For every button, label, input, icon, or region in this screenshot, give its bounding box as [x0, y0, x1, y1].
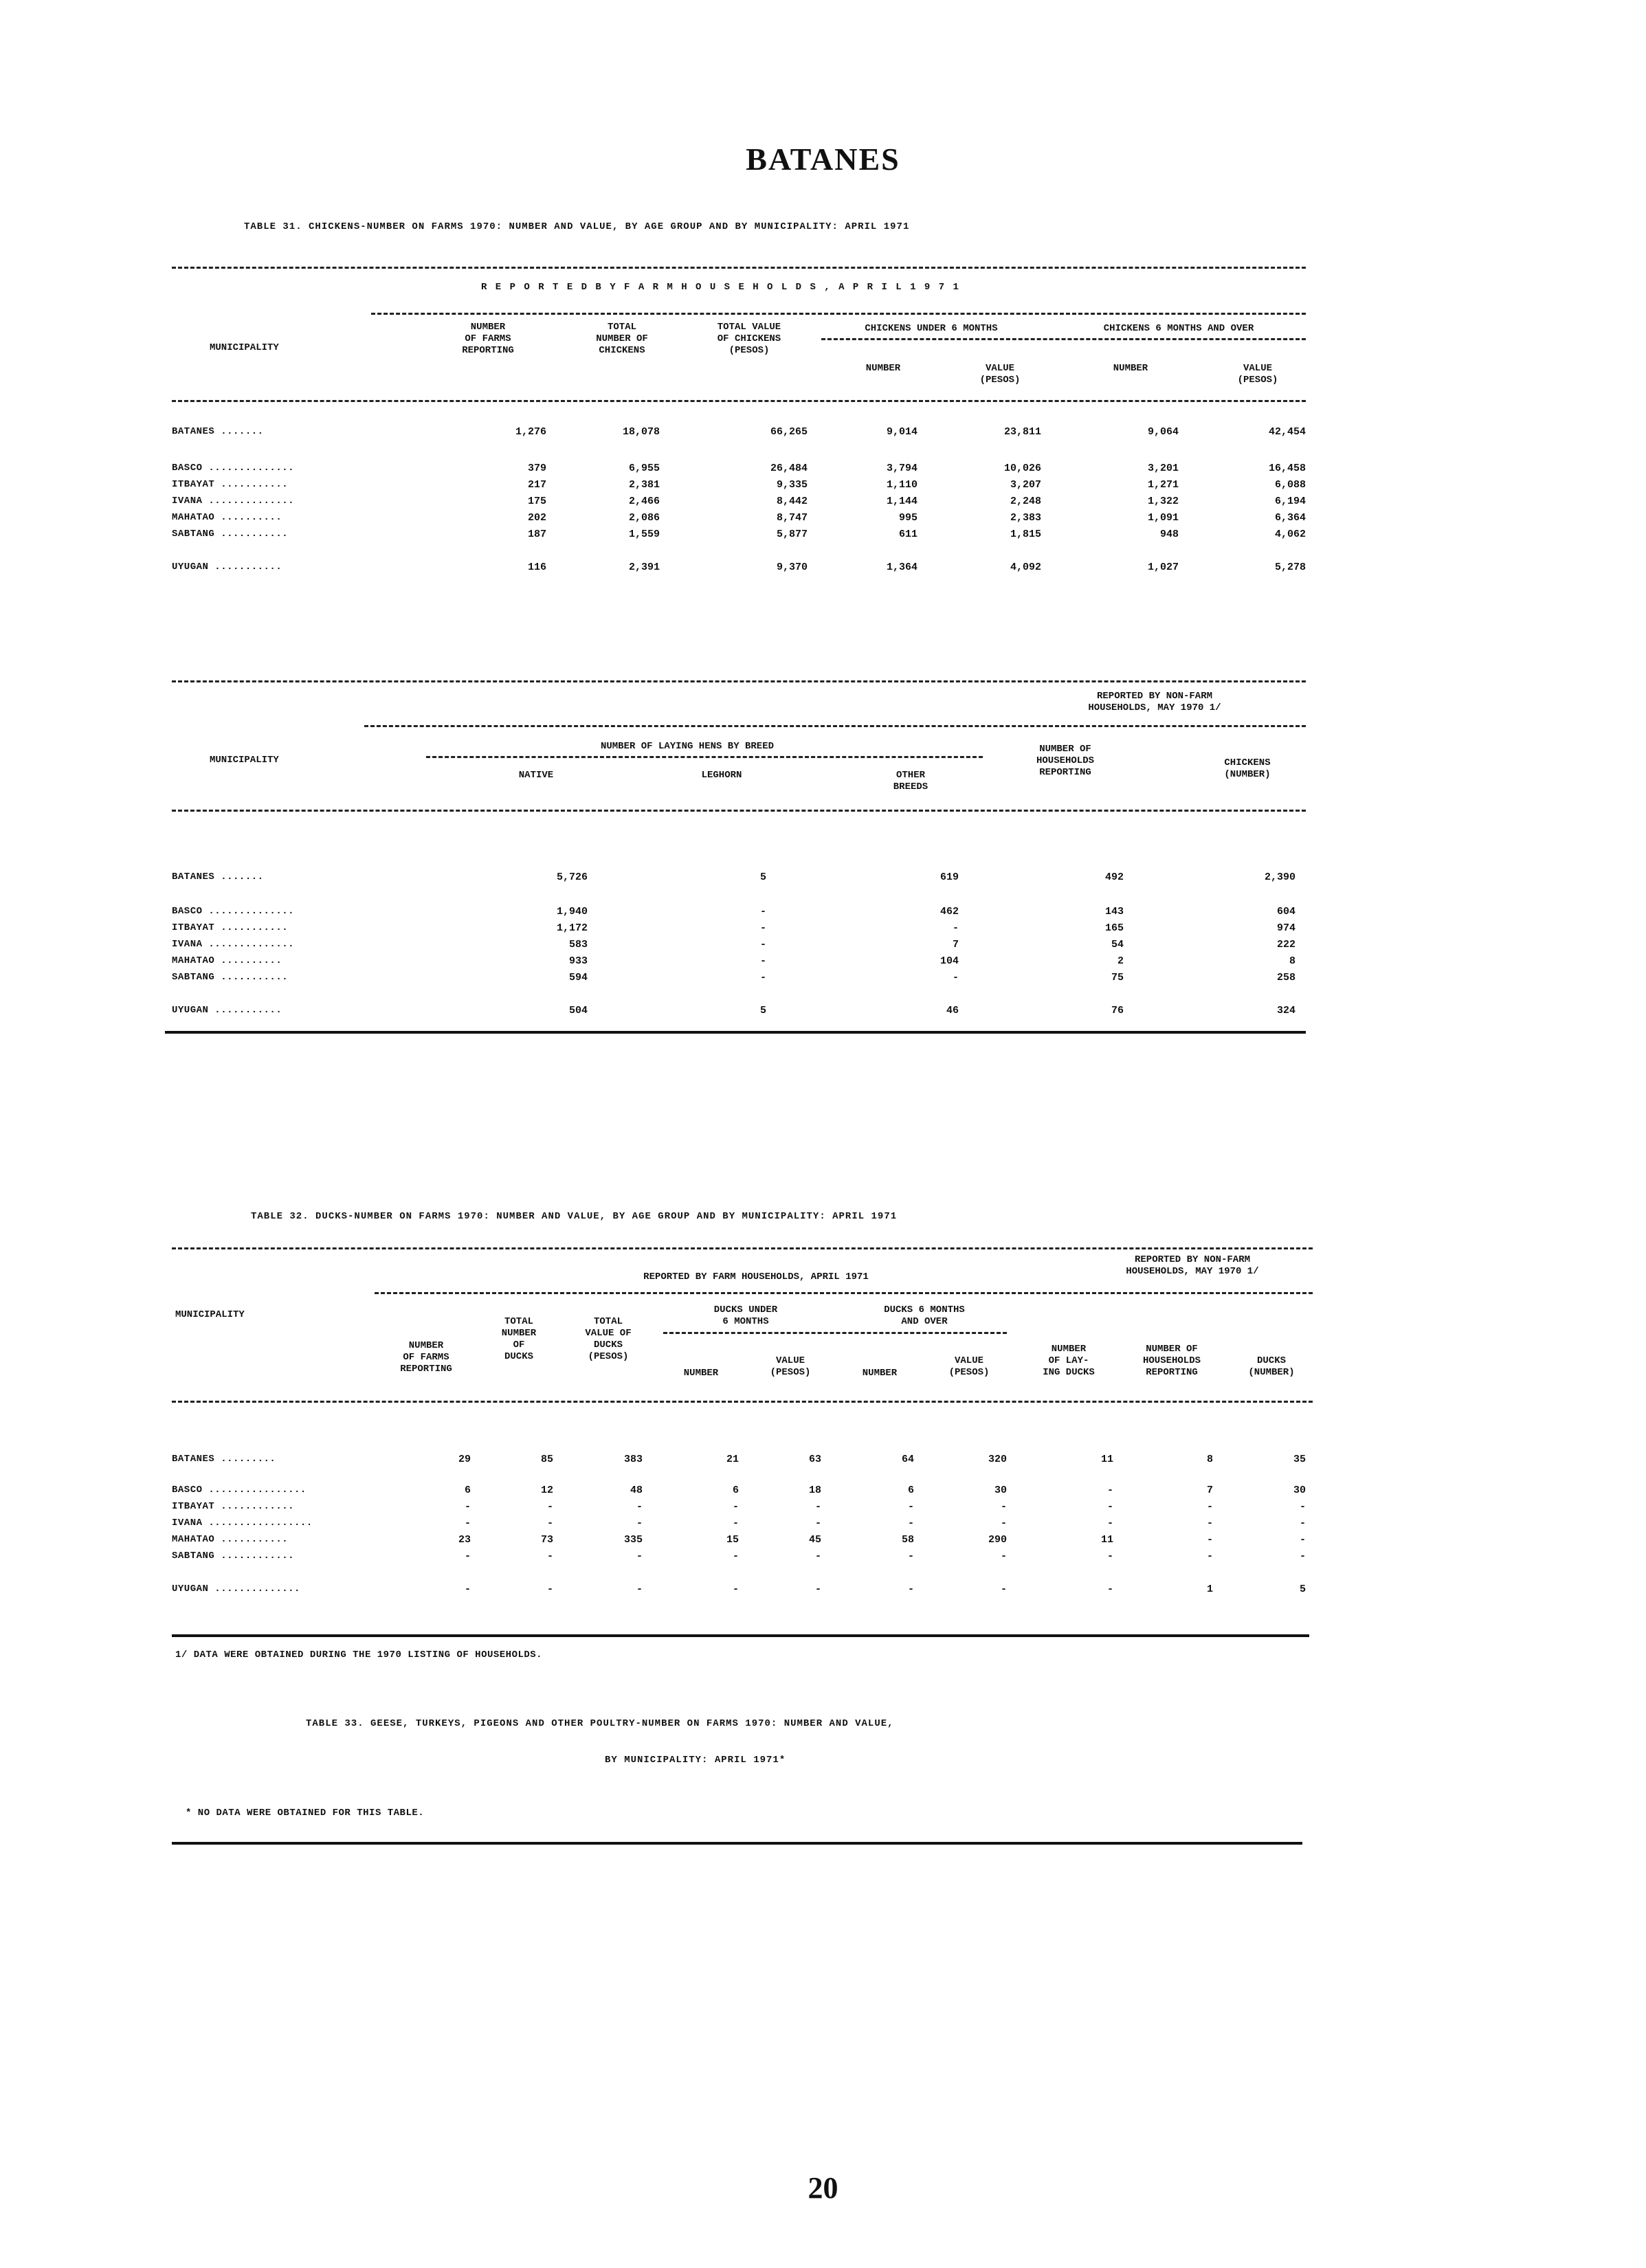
- table31-cell: 23,811: [1003, 426, 1041, 438]
- table32-cell: 30: [994, 1485, 1007, 1496]
- table31b-cell: -: [759, 955, 766, 967]
- table32-cell: 63: [808, 1454, 821, 1465]
- table32-row-label: SABTANG ............: [172, 1550, 295, 1561]
- table31b-nonfarm-header: REPORTED BY NON-FARM HOUSEHOLDS, MAY 1970 1/: [1088, 691, 1221, 713]
- table32-cell: -: [546, 1550, 553, 1562]
- table31-cell: 116: [527, 562, 546, 573]
- table31b-cell: -: [952, 922, 959, 934]
- table32-cell: 290: [988, 1534, 1007, 1546]
- table32-cell: 23: [458, 1534, 471, 1546]
- table31-cell: 3,201: [1147, 463, 1179, 474]
- table32-cell: 48: [630, 1485, 643, 1496]
- table32-cell: -: [1206, 1534, 1213, 1546]
- table31b-cell: 594: [568, 972, 588, 983]
- table32-municipality-header: MUNICIPALITY: [175, 1309, 245, 1320]
- table31b-cell: 492: [1104, 871, 1124, 883]
- table31b-row-label: ITBAYAT ...........: [172, 922, 289, 933]
- table31b-cell: 54: [1111, 939, 1124, 950]
- table33-caption-line2: BY MUNICIPALITY: APRIL 1971*: [605, 1755, 786, 1766]
- table31b-cell: 104: [939, 955, 959, 967]
- table31b-cell: -: [759, 922, 766, 934]
- table31-cell: 5,877: [776, 529, 808, 540]
- table31b-laying-header: NUMBER OF LAYING HENS BY BREED: [600, 741, 775, 752]
- table31b-households-header: NUMBER OF HOUSEHOLDS REPORTING: [1036, 744, 1094, 778]
- table31-row-label: SABTANG ...........: [172, 529, 289, 540]
- table31b-leghorn-header: LEGHORN: [701, 770, 742, 781]
- table31-farms-header: NUMBER OF FARMS REPORTING: [462, 322, 514, 356]
- table31-cell: 8,747: [776, 512, 808, 524]
- table32-cell: 18: [808, 1485, 821, 1496]
- table32-over6-number-header: NUMBER: [862, 1368, 898, 1379]
- table31b-chickens-header: CHICKENS (NUMBER): [1224, 757, 1271, 780]
- table31b-cell: 5: [759, 1005, 766, 1016]
- table32-cell: -: [907, 1501, 914, 1513]
- table31-cell: 1,027: [1147, 562, 1179, 573]
- table31b-row-label: IVANA ..............: [172, 939, 295, 950]
- table32-row-label: BATANES .........: [172, 1454, 276, 1465]
- table32-cell: 7: [1206, 1485, 1213, 1496]
- table32-cell: 29: [458, 1454, 471, 1465]
- table31b-cell: 5: [759, 871, 766, 883]
- table32-cell: -: [907, 1583, 914, 1595]
- table32-households-header: NUMBER OF HOUSEHOLDS REPORTING: [1142, 1344, 1201, 1378]
- table32-cell: -: [636, 1517, 643, 1529]
- table31-under6-header: CHICKENS UNDER 6 MONTHS: [865, 323, 998, 334]
- table32-cell: -: [1000, 1583, 1007, 1595]
- table32-farm-banner: REPORTED BY FARM HOUSEHOLDS, APRIL 1971: [643, 1271, 869, 1282]
- table32-caption: TABLE 32. DUCKS-NUMBER ON FARMS 1970: NUMBER AND VALUE, BY AGE GROUP AND BY MUNICIPALITY: APRIL 1971: [251, 1211, 898, 1222]
- table31-row-label: UYUGAN ...........: [172, 562, 282, 572]
- table32-cell: -: [907, 1517, 914, 1529]
- table31-cell: 1,364: [886, 562, 917, 573]
- table31b-cell: 604: [1276, 906, 1295, 918]
- table32-over6-header: DUCKS 6 MONTHS AND OVER: [884, 1304, 965, 1327]
- table31-cell: 9,335: [776, 479, 808, 491]
- table31b-cell: -: [759, 906, 766, 918]
- table31-row-label: BATANES .......: [172, 426, 264, 437]
- table32-cell: -: [464, 1501, 471, 1513]
- table31-cell: 2,086: [628, 512, 660, 524]
- table31b-cell: 2: [1117, 955, 1124, 967]
- table31b-cell: 165: [1104, 922, 1124, 934]
- table31b-cell: 258: [1276, 972, 1295, 983]
- table31b-cell: 222: [1276, 939, 1295, 950]
- table32-cell: -: [1000, 1550, 1007, 1562]
- table32-cell: 73: [540, 1534, 553, 1546]
- table32-cell: -: [814, 1583, 821, 1595]
- table31-cell: 4,092: [1010, 562, 1041, 573]
- table32-cell: -: [1299, 1534, 1306, 1546]
- table31-cell: 995: [898, 512, 917, 524]
- table32-row-label: UYUGAN ..............: [172, 1583, 300, 1594]
- table32-row-label: IVANA .................: [172, 1517, 313, 1528]
- table31-row-label: MAHATAO ..........: [172, 512, 282, 523]
- table32-cell: -: [814, 1550, 821, 1562]
- table31-cell: 611: [898, 529, 917, 540]
- table32-cell: -: [814, 1517, 821, 1529]
- table32-cell: 6: [732, 1485, 739, 1496]
- table31-cell: 9,064: [1147, 426, 1179, 438]
- table31b-cell: -: [952, 972, 959, 983]
- table31b-cell: 462: [939, 906, 959, 918]
- table31b-municipality-header: MUNICIPALITY: [210, 755, 279, 766]
- table31-banner: R E P O R T E D B Y F A R M H O U S E H O L D S , A P R I L 1 9 7 1: [481, 282, 960, 293]
- table32-cell: 335: [623, 1534, 643, 1546]
- table32-farms-header: NUMBER OF FARMS REPORTING: [400, 1340, 452, 1375]
- table31b-cell: 76: [1111, 1005, 1124, 1016]
- table33-caption-line1: TABLE 33. GEESE, TURKEYS, PIGEONS AND OTHER POULTRY-NUMBER ON FARMS 1970: NUMBER AND VALUE,: [306, 1718, 894, 1729]
- table32-total-ducks-header: TOTAL NUMBER OF DUCKS: [501, 1316, 537, 1362]
- table31-cell: 6,088: [1274, 479, 1306, 491]
- table31-municipality-header: MUNICIPALITY: [210, 342, 279, 353]
- table31-row-label: ITBAYAT ...........: [172, 479, 289, 490]
- table32-cell: -: [546, 1517, 553, 1529]
- table31-cell: 379: [527, 463, 546, 474]
- table32-row-label: BASCO ................: [172, 1485, 307, 1496]
- table32-cell: -: [464, 1583, 471, 1595]
- table31b-other-header: OTHER BREEDS: [893, 770, 928, 792]
- table31b-row-label: UYUGAN ...........: [172, 1005, 282, 1016]
- table31b-cell: 974: [1276, 922, 1295, 934]
- table32-cell: -: [1299, 1517, 1306, 1529]
- table32-cell: -: [732, 1583, 739, 1595]
- table31-cell: 1,144: [886, 496, 917, 507]
- table31b-cell: 619: [939, 871, 959, 883]
- table32-cell: 45: [808, 1534, 821, 1546]
- table32-cell: 30: [1293, 1485, 1306, 1496]
- table31-row-label: IVANA ..............: [172, 496, 295, 507]
- table31b-cell: -: [759, 939, 766, 950]
- table31-cell: 8,442: [776, 496, 808, 507]
- table31-cell: 1,815: [1010, 529, 1041, 540]
- table31b-row-label: BASCO ..............: [172, 906, 295, 917]
- table32-bottom-rule: [172, 1634, 1309, 1637]
- table31-total-value-header: TOTAL VALUE OF CHICKENS (PESOS): [717, 322, 781, 356]
- table31-row-label: BASCO ..............: [172, 463, 295, 474]
- table31b-cell: 933: [568, 955, 588, 967]
- table31-cell: 5,278: [1274, 562, 1306, 573]
- table32-over6-value-header: VALUE (PESOS): [948, 1355, 990, 1378]
- table31-cell: 26,484: [770, 463, 808, 474]
- table31-cell: 175: [527, 496, 546, 507]
- table32-cell: -: [1106, 1583, 1113, 1595]
- table31b-cell: 324: [1276, 1005, 1295, 1016]
- table31-cell: 6,194: [1274, 496, 1306, 507]
- table31b-cell: 143: [1104, 906, 1124, 918]
- table32-cell: 8: [1206, 1454, 1213, 1465]
- table32-cell: 12: [540, 1485, 553, 1496]
- footnote-1: 1/ DATA WERE OBTAINED DURING THE 1970 LISTING OF HOUSEHOLDS.: [175, 1649, 543, 1660]
- table32-cell: -: [464, 1550, 471, 1562]
- table32-cell: -: [1106, 1485, 1113, 1496]
- table31-cell: 1,091: [1147, 512, 1179, 524]
- table31b-cell: 75: [1111, 972, 1124, 983]
- table32-cell: 64: [901, 1454, 914, 1465]
- table31-cell: 2,466: [628, 496, 660, 507]
- table31-cell: 1,276: [515, 426, 546, 438]
- table31-total-chickens-header: TOTAL NUMBER OF CHICKENS: [596, 322, 648, 356]
- table32-cell: -: [464, 1517, 471, 1529]
- table31-cell: 202: [527, 512, 546, 524]
- table32-total-value-header: TOTAL VALUE OF DUCKS (PESOS): [585, 1316, 632, 1362]
- table32-under6-value-header: VALUE (PESOS): [770, 1355, 811, 1378]
- table31-cell: 1,110: [886, 479, 917, 491]
- table31b-cell: 5,726: [556, 871, 588, 883]
- table31b-native-header: NATIVE: [518, 770, 554, 781]
- table32-under6-number-header: NUMBER: [683, 1368, 719, 1379]
- table32-cell: -: [732, 1550, 739, 1562]
- table32-cell: -: [907, 1550, 914, 1562]
- table32-cell: -: [1000, 1517, 1007, 1529]
- table32-cell: -: [636, 1583, 643, 1595]
- table31b-cell: 583: [568, 939, 588, 950]
- table32-cell: 85: [540, 1454, 553, 1465]
- table32-cell: -: [1299, 1550, 1306, 1562]
- table32-cell: -: [1206, 1501, 1213, 1513]
- table32-cell: -: [1206, 1550, 1213, 1562]
- table32-cell: 35: [1293, 1454, 1306, 1465]
- table32-cell: 1: [1206, 1583, 1213, 1595]
- table31b-cell: 1,172: [556, 922, 588, 934]
- table31b-cell: 2,390: [1264, 871, 1295, 883]
- table32-cell: -: [636, 1501, 643, 1513]
- table31-cell: 3,794: [886, 463, 917, 474]
- table32-cell: -: [546, 1583, 553, 1595]
- table31-caption: TABLE 31. CHICKENS-NUMBER ON FARMS 1970: NUMBER AND VALUE, BY AGE GROUP AND BY MUNICIPALITY: APRIL 1971: [244, 221, 910, 232]
- table32-cell: 320: [988, 1454, 1007, 1465]
- table32-cell: -: [732, 1517, 739, 1529]
- table31b-cell: 8: [1289, 955, 1295, 967]
- table31-cell: 4,062: [1274, 529, 1306, 540]
- table31-cell: 16,458: [1268, 463, 1306, 474]
- table31-cell: 2,383: [1010, 512, 1041, 524]
- table32-cell: 11: [1100, 1534, 1113, 1546]
- table32-cell: 383: [623, 1454, 643, 1465]
- table32-cell: 6: [464, 1485, 471, 1496]
- table32-cell: -: [1106, 1517, 1113, 1529]
- table32-row-label: MAHATAO ...........: [172, 1534, 289, 1545]
- table31b-row-label: BATANES .......: [172, 871, 264, 882]
- table32-nonfarm-header: REPORTED BY NON-FARM HOUSEHOLDS, MAY 1970 1/: [1126, 1254, 1259, 1277]
- table31b-row-label: SABTANG ...........: [172, 972, 289, 983]
- table31-under6-number-header: NUMBER: [865, 363, 901, 374]
- table31-cell: 42,454: [1268, 426, 1306, 438]
- table33-bottom-rule: [172, 1842, 1302, 1845]
- table31-cell: 187: [527, 529, 546, 540]
- table32-laying-header: NUMBER OF LAY- ING DUCKS: [1043, 1344, 1095, 1378]
- table31b-cell: -: [759, 972, 766, 983]
- table31-cell: 6,364: [1274, 512, 1306, 524]
- table31-cell: 1,271: [1147, 479, 1179, 491]
- table31b-row-label: MAHATAO ..........: [172, 955, 282, 966]
- table31-over6-value-header: VALUE (PESOS): [1237, 363, 1278, 386]
- table31-cell: 3,207: [1010, 479, 1041, 491]
- table32-cell: -: [1000, 1501, 1007, 1513]
- table31-cell: 2,248: [1010, 496, 1041, 507]
- table32-cell: -: [1106, 1550, 1113, 1562]
- table33-note: * NO DATA WERE OBTAINED FOR THIS TABLE.: [186, 1808, 425, 1819]
- table32-row-label: ITBAYAT ............: [172, 1501, 295, 1512]
- table31-cell: 1,559: [628, 529, 660, 540]
- page-title: BATANES: [746, 142, 900, 177]
- table32-cell: -: [1206, 1517, 1213, 1529]
- table31-cell: 18,078: [622, 426, 660, 438]
- table32-ducks-header: DUCKS (NUMBER): [1248, 1355, 1295, 1378]
- table32-cell: -: [636, 1550, 643, 1562]
- table32-cell: 21: [726, 1454, 739, 1465]
- table31-cell: 2,391: [628, 562, 660, 573]
- page-number: 20: [808, 2171, 838, 2205]
- table32-cell: -: [814, 1501, 821, 1513]
- table32-cell: 58: [901, 1534, 914, 1546]
- table31b-cell: 46: [946, 1005, 959, 1016]
- table32-cell: 5: [1299, 1583, 1306, 1595]
- table31b-cell: 504: [568, 1005, 588, 1016]
- table32-cell: 15: [726, 1534, 739, 1546]
- table31-cell: 948: [1159, 529, 1179, 540]
- table31-cell: 2,381: [628, 479, 660, 491]
- table32-cell: -: [546, 1501, 553, 1513]
- table32-cell: -: [1299, 1501, 1306, 1513]
- table31-cell: 66,265: [770, 426, 808, 438]
- table32-cell: -: [1106, 1501, 1113, 1513]
- table32-cell: 11: [1100, 1454, 1113, 1465]
- table31-cell: 217: [527, 479, 546, 491]
- table31-cell: 1,322: [1147, 496, 1179, 507]
- table31-over6-header: CHICKENS 6 MONTHS AND OVER: [1103, 323, 1254, 334]
- table31-cell: 6,955: [628, 463, 660, 474]
- table32-cell: 6: [907, 1485, 914, 1496]
- table31-cell: 9,370: [776, 562, 808, 573]
- table32-cell: -: [732, 1501, 739, 1513]
- table31-cell: 10,026: [1003, 463, 1041, 474]
- table31-under6-value-header: VALUE (PESOS): [979, 363, 1021, 386]
- table31b-cell: 7: [952, 939, 959, 950]
- table31b-cell: 1,940: [556, 906, 588, 918]
- table32-under6-header: DUCKS UNDER 6 MONTHS: [713, 1304, 778, 1327]
- table31-over6-number-header: NUMBER: [1113, 363, 1148, 374]
- table31-cell: 9,014: [886, 426, 917, 438]
